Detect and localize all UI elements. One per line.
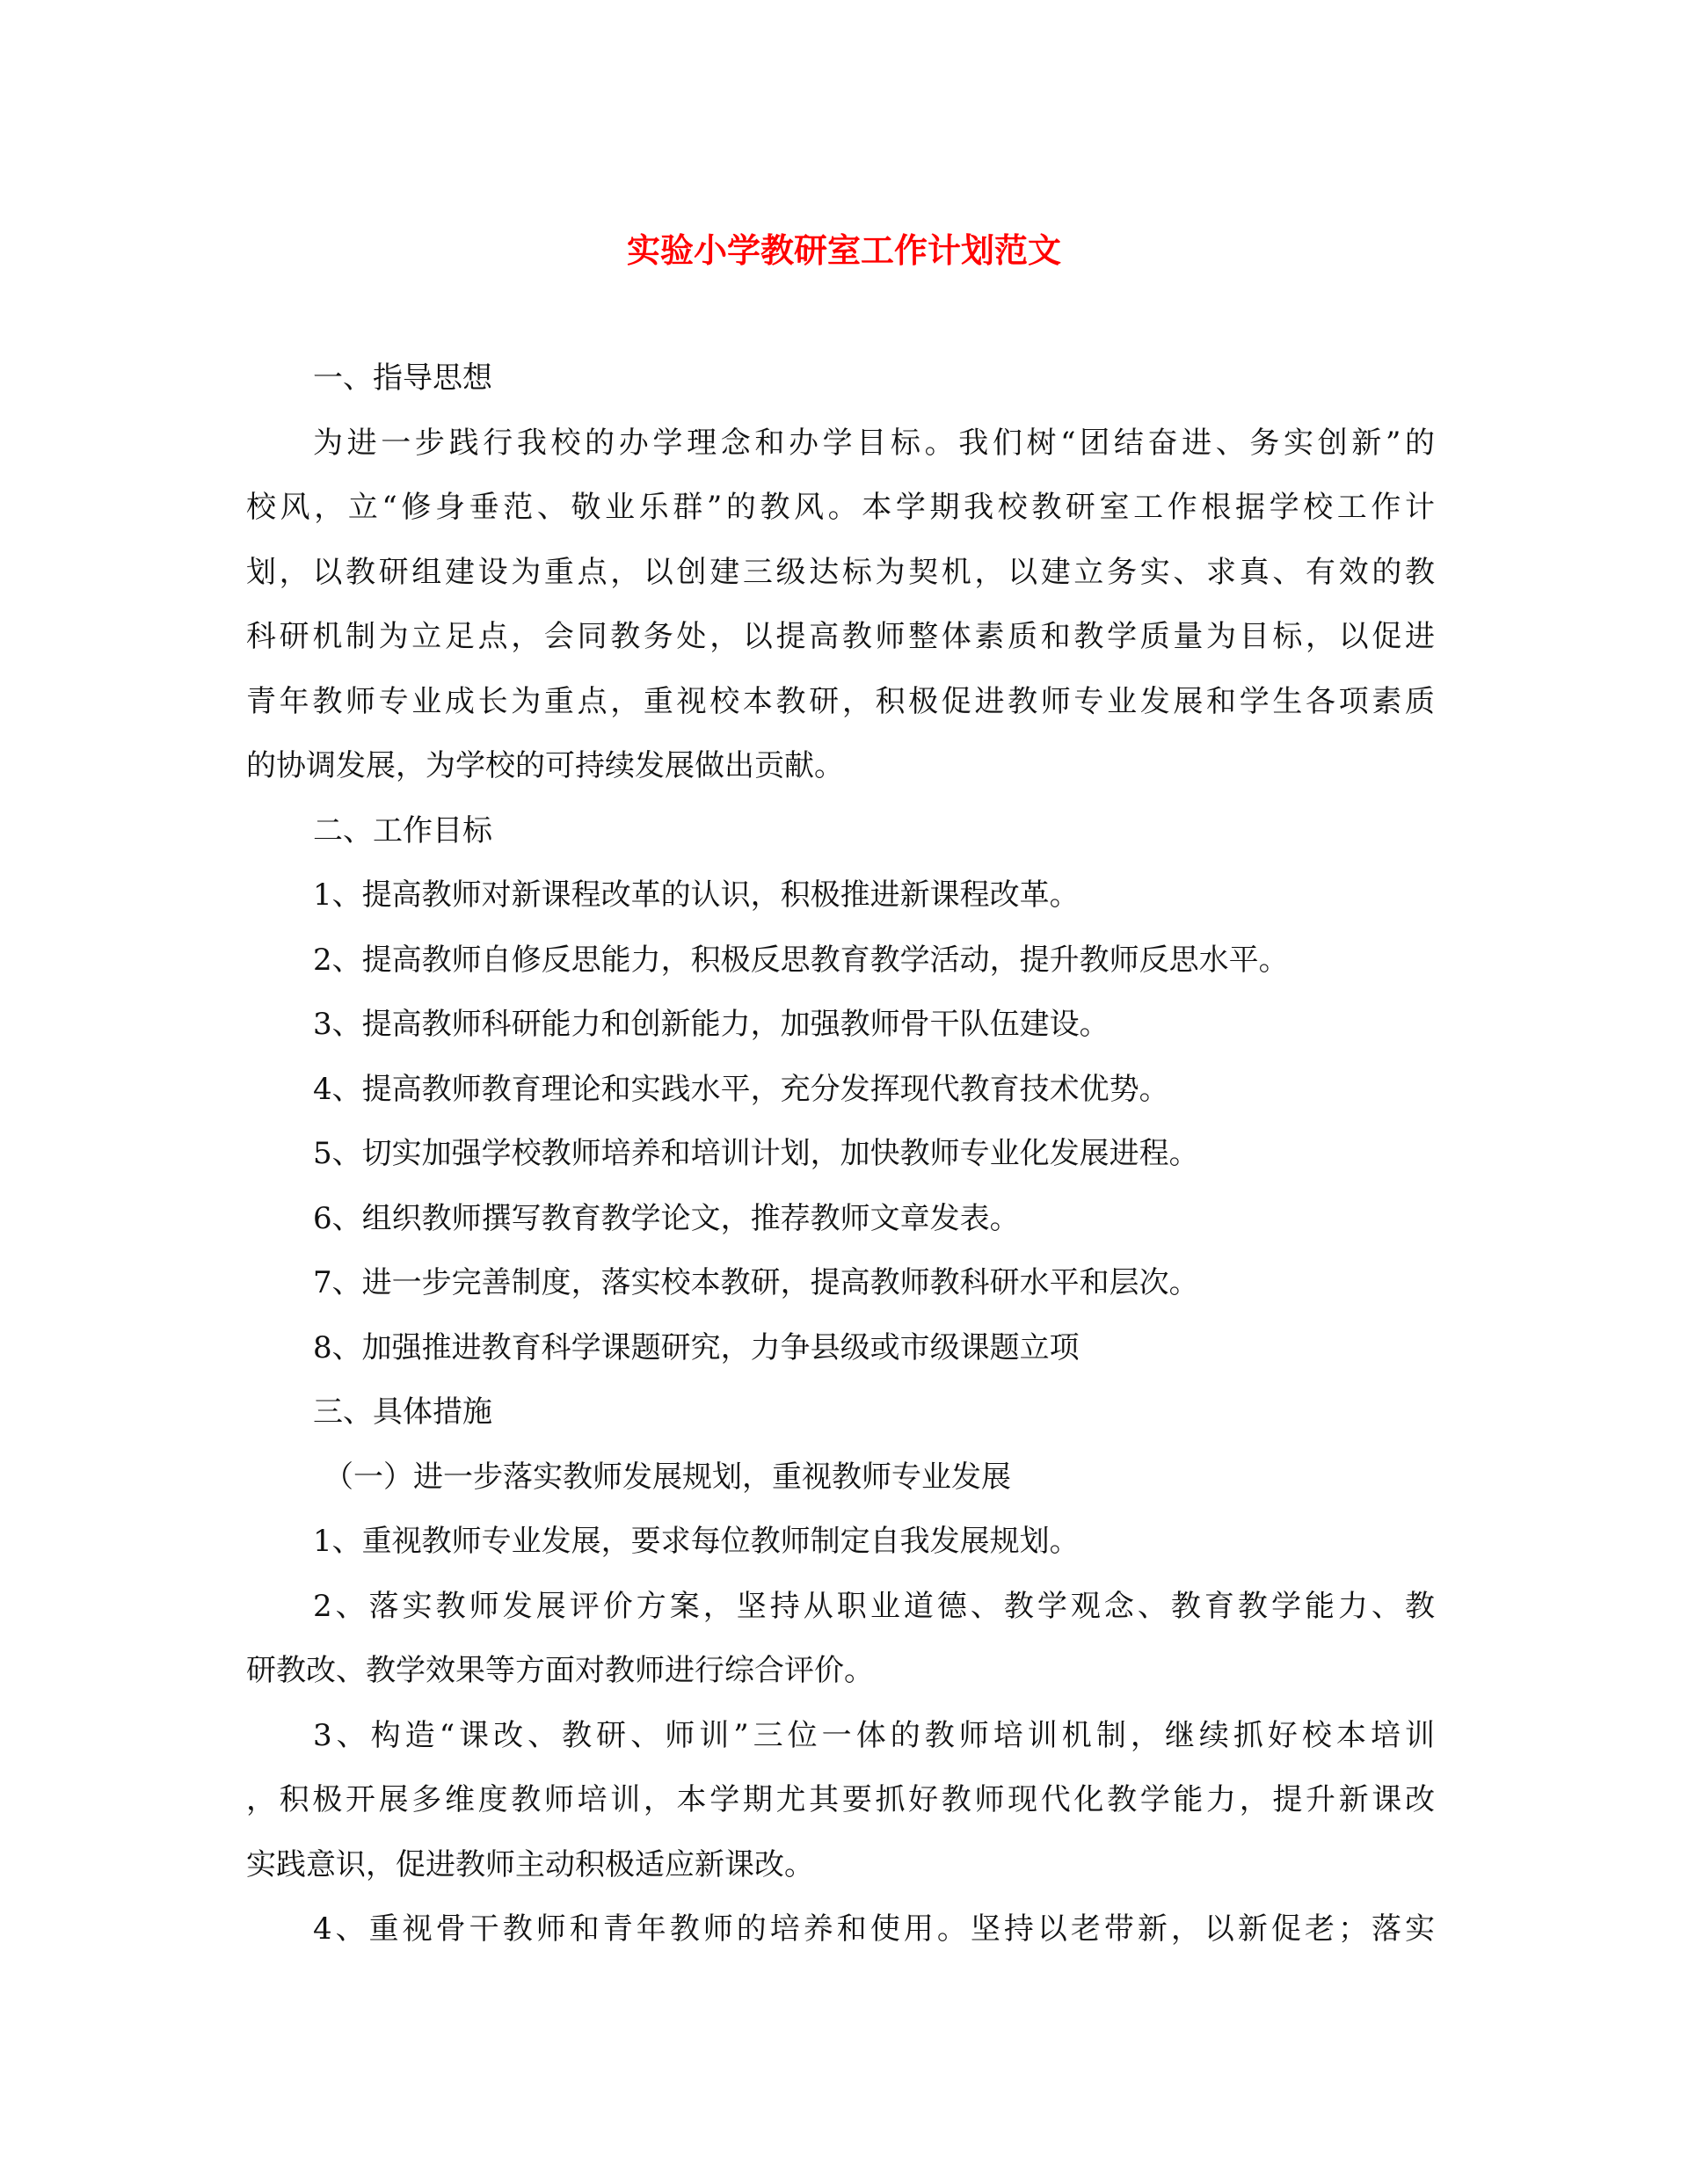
paragraph-line: ，积极开展多维度教师培训，本学期尤其要抓好教师现代化教学能力，提升新课改 xyxy=(246,1782,1435,1817)
paragraph-line: 研教改、教学效果等方面对教师进行综合评价。 xyxy=(246,1653,874,1688)
list-item: 8、加强推进教育科学课题研究，力争县级或市级课题立项 xyxy=(313,1329,1080,1365)
list-item: 5、切实加强学校教师培养和培训计划，加快教师专业化发展进程。 xyxy=(313,1136,1199,1171)
document-title: 实验小学教研室工作计划范文 xyxy=(626,230,1061,270)
list-item: 4、重视骨干教师和青年教师的培养和使用。坚持以老带新，以新促老；落实 xyxy=(313,1911,1435,1947)
list-item: 7、进一步完善制度，落实校本教研，提高教师教科研水平和层次。 xyxy=(313,1265,1199,1300)
paragraph-line: 校风，立“修身垂范、敬业乐群”的教风。本学期我校教研室工作根据学校工作计 xyxy=(246,490,1435,525)
paragraph-line: 的协调发展，为学校的可持续发展做出贡献。 xyxy=(246,748,844,783)
section-heading: 二、工作目标 xyxy=(313,812,492,848)
section-heading: 三、具体措施 xyxy=(313,1394,492,1430)
paragraph-line: 科研机制为立足点，会同教务处，以提高教师整体素质和教学质量为目标，以促进 xyxy=(246,619,1435,654)
list-item: 1、提高教师对新课程改革的认识，积极推进新课程改革。 xyxy=(313,877,1080,913)
paragraph-line: 划，以教研组建设为重点，以创建三级达标为契机，以建立务实、求真、有效的教 xyxy=(246,554,1435,590)
section-heading: 一、指导思想 xyxy=(313,360,492,396)
list-item: 4、提高教师教育理论和实践水平，充分发挥现代教育技术优势。 xyxy=(313,1071,1169,1107)
list-item: 3、提高教师科研能力和创新能力，加强教师骨干队伍建设。 xyxy=(313,1007,1110,1042)
paragraph-line: 实践意识，促进教师主动积极适应新课改。 xyxy=(246,1846,814,1882)
list-item: 2、落实教师发展评价方案，坚持从职业道德、教学观念、教育教学能力、教 xyxy=(313,1588,1435,1624)
subsection-heading: （一）进一步落实教师发展规划，重视教师专业发展 xyxy=(324,1459,1011,1495)
paragraph-line: 青年教师专业成长为重点，重视校本教研，积极促进教师专业发展和学生各项素质 xyxy=(246,683,1435,719)
paragraph-line: 为进一步践行我校的办学理念和办学目标。我们树“团结奋进、务实创新”的 xyxy=(313,425,1435,461)
list-item: 1、重视教师专业发展，要求每位教师制定自我发展规划。 xyxy=(313,1524,1080,1559)
list-item: 2、提高教师自修反思能力，积极反思教育教学活动，提升教师反思水平。 xyxy=(313,942,1289,978)
list-item: 6、组织教师撰写教育教学论文，推荐教师文章发表。 xyxy=(313,1200,1020,1236)
list-item: 3、构造“课改、教研、师训”三位一体的教师培训机制，继续抓好校本培训 xyxy=(313,1717,1435,1753)
